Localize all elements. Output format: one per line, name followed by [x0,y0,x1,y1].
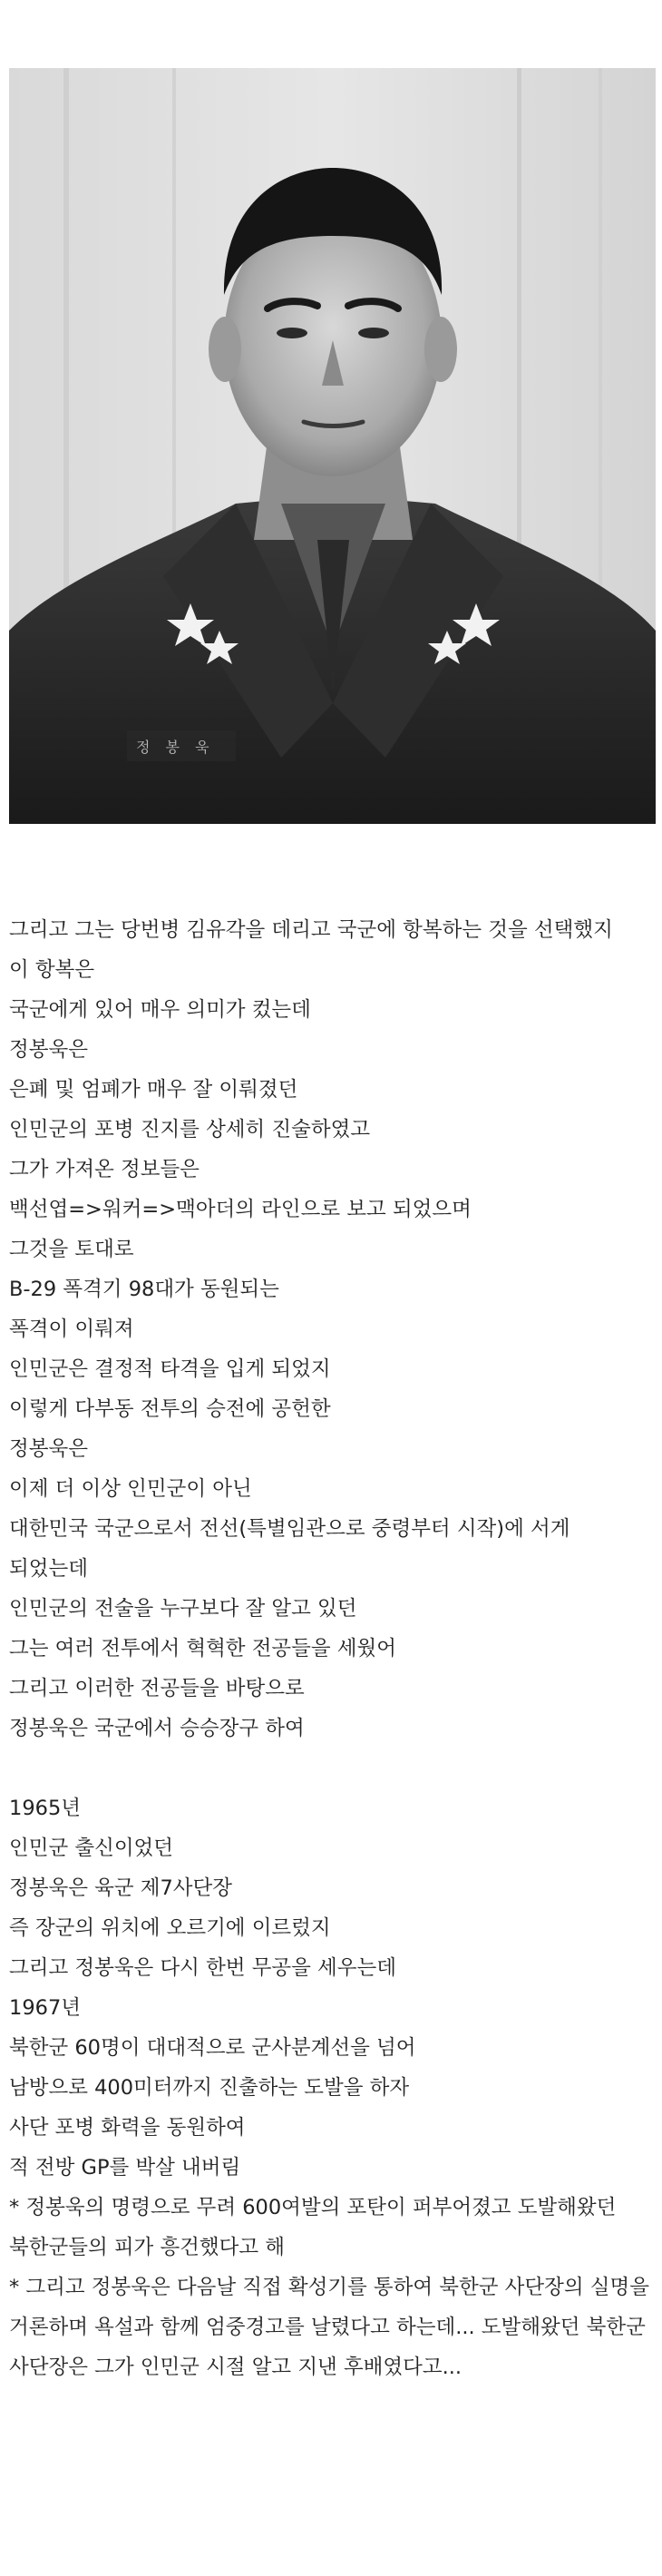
article-line: 그리고 그는 당번병 김유각을 데리고 국군에 항복하는 것을 선택했지 [9,918,613,942]
article-line: 대한민국 국군으로서 전선(특별임관으로 중령부터 시작)에 서게 되었는데 [9,1517,570,1581]
portrait-photo [9,68,656,824]
article-line: 적 전방 GP를 박살 내버림 [9,2156,241,2179]
article-line: 1965년 [9,1797,81,1820]
article-line: 이렇게 다부동 전투의 승전에 공헌한 [9,1397,331,1421]
article-line: 폭격이 이뤄져 [9,1317,134,1341]
article-line: 1967년 [9,1996,81,2020]
article-line: B-29 폭격기 98대가 동원되는 [9,1278,279,1301]
article-line: 그는 여러 전투에서 혁혁한 전공들을 세웠어 [9,1637,396,1660]
article-line: 사단 포병 화력을 동원하여 [9,2116,246,2140]
article-line: 백선엽=>워커=>맥아더의 라인으로 보고 되었으며 [9,1198,472,1221]
article-line: 북한군 60명이 대대적으로 군사분계선을 넘어 [9,2036,416,2060]
article-line: 그것을 토대로 [9,1238,134,1261]
article-line: 그리고 정봉욱은 다시 한번 무공을 세우는데 [9,1956,396,1980]
nametag: 정 봉 욱 [136,739,215,756]
article-line: 남방으로 400미터까지 진출하는 도발을 하자 [9,2076,410,2100]
article-line: 인민군의 포병 진지를 상세히 진술하였고 [9,1118,371,1141]
article-line: 이제 더 이상 인민군이 아닌 [9,1477,252,1501]
article-line: * 정봉욱의 명령으로 무려 600여발의 포탄이 퍼부어졌고 도발해왔던 북한군들의 피가 흥건했다고 해 [9,2196,617,2259]
blank-line [9,1748,655,1788]
article-line: * 그리고 정봉욱은 다음날 직접 확성기를 통하여 북한군 사단장의 실명을 거론하며 욕설과 함께 엄중경고를 날렸다고 하는데... 도발해왔던 북한군 사단장은 그가 인민군 시절 알고 지낸 후배였다고... [9,2276,649,2379]
article-line: 정봉욱은 [9,1437,88,1461]
article-line: 인민군은 결정적 타격을 입게 되었지 [9,1357,331,1381]
article-line: 정봉욱은 국군에서 승승장구 하여 [9,1717,305,1740]
article-line: 국군에게 있어 매우 의미가 컸는데 [9,998,311,1022]
article-line: 즉 장군의 위치에 오르기에 이르렀지 [9,1916,331,1940]
article-line: 그가 가져온 정보들은 [9,1158,200,1181]
article-line: 그리고 이러한 전공들을 바탕으로 [9,1677,305,1700]
article-line: 은폐 및 엄폐가 매우 잘 이뤄졌던 [9,1078,298,1102]
portrait-illustration [9,68,656,824]
article-body [9,910,655,2387]
article-line: 이 항복은 [9,958,95,982]
article-line: 정봉욱은 육군 제7사단장 [9,1876,232,1900]
article-line: 인민군의 전술을 누구보다 잘 알고 있던 [9,1597,357,1621]
article-line: 인민군 출신이었던 [9,1837,174,1860]
article-line: 정봉욱은 [9,1038,88,1062]
